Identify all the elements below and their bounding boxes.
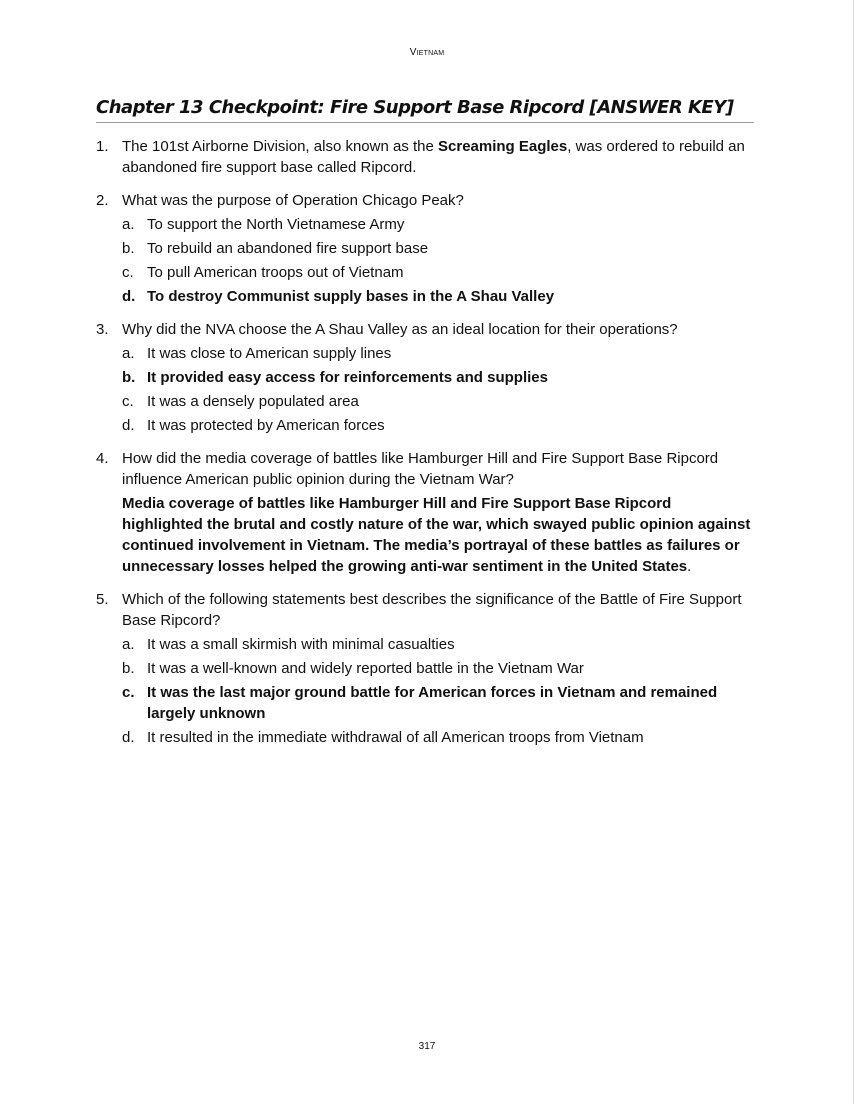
question-text: Which of the following statements best describes the significance of the Battle of Fire Support Base Ripcord? (122, 591, 742, 629)
question-list (96, 136, 756, 760)
question-text: What was the purpose of Operation Chicago Peak? (122, 192, 464, 209)
option-letter: c. (122, 264, 134, 281)
option-list (122, 214, 756, 307)
option-letter: d. (122, 729, 135, 746)
option-list (122, 634, 756, 748)
option-letter: b. (122, 660, 135, 677)
option-b-correct-answer (122, 367, 756, 388)
question-text: How did the media coverage of battles like Hamburger Hill and Fire Support Base Ripcord influence American public opinion during the Vietnam War? (122, 450, 719, 488)
question-number: 4. (96, 450, 109, 467)
option-text: It provided easy access for reinforcements and supplies (147, 369, 548, 386)
option-letter: b. (122, 240, 135, 257)
question-text: Why did the NVA choose the A Shau Valley as an ideal location for their operations? (122, 321, 678, 338)
question-1 (96, 136, 756, 178)
option-letter: a. (122, 345, 135, 362)
option-b (122, 658, 756, 679)
option-a (122, 343, 756, 364)
running-header: Vietnam (409, 47, 445, 58)
option-letter: a. (122, 216, 135, 233)
question-number: 3. (96, 321, 109, 338)
page-title: Chapter 13 Checkpoint: Fire Support Base Ripcord [ANSWER KEY] (96, 96, 754, 123)
option-text: To pull American troops out of Vietnam (147, 264, 404, 281)
option-c (122, 262, 756, 283)
option-c (122, 391, 756, 412)
question-text-continued: , was ordered to rebuild an abandoned fire support base called Ripcord. (122, 138, 745, 176)
option-a (122, 634, 756, 655)
option-text: It was close to American supply lines (147, 345, 392, 362)
option-letter: d. (122, 288, 136, 305)
option-text: It was a densely populated area (147, 393, 359, 410)
question-4 (96, 448, 756, 577)
option-b (122, 238, 756, 259)
option-d (122, 727, 756, 748)
option-text: It was the last major ground battle for American forces in Vietnam and remained largely unknown (147, 684, 718, 722)
option-letter: c. (122, 393, 134, 410)
option-text: To destroy Communist supply bases in the A Shau Valley (147, 288, 555, 305)
answer-term: Screaming Eagles (438, 138, 568, 155)
question-number: 5. (96, 591, 109, 608)
question-5 (96, 589, 756, 748)
question-2 (96, 190, 756, 307)
option-a (122, 214, 756, 235)
option-text: It resulted in the immediate withdrawal of all American troops from Vietnam (147, 729, 644, 746)
option-text: To rebuild an abandoned fire support base (147, 240, 429, 257)
option-d-correct-answer (122, 286, 756, 307)
page-number: 317 (418, 1041, 436, 1052)
question-3 (96, 319, 756, 436)
option-letter: a. (122, 636, 135, 653)
option-letter: c. (122, 684, 135, 701)
option-letter: d. (122, 417, 135, 434)
option-list (122, 343, 756, 436)
answer-period: . (687, 558, 692, 575)
option-c-correct-answer (122, 682, 756, 724)
question-number: 1. (96, 138, 109, 155)
question-text: The 101st Airborne Division, also known as the (122, 138, 439, 155)
written-answer (122, 493, 756, 577)
option-d (122, 415, 756, 436)
answer-text: Media coverage of battles like Hamburger Hill and Fire Support Base Ripcord highlighted the brutal and costly nature of the war, which swayed public opinion against continued involvement in Vietnam. The media’s portrayal of these battles as failures or unnecessary losses helped the growing anti-war sentiment in the United States (122, 495, 751, 575)
question-number: 2. (96, 192, 109, 209)
option-text: It was a well-known and widely reported battle in the Vietnam War (147, 660, 584, 677)
option-letter: b. (122, 369, 136, 386)
option-text: To support the North Vietnamese Army (147, 216, 405, 233)
option-text: It was protected by American forces (147, 417, 385, 434)
option-text: It was a small skirmish with minimal casualties (147, 636, 455, 653)
